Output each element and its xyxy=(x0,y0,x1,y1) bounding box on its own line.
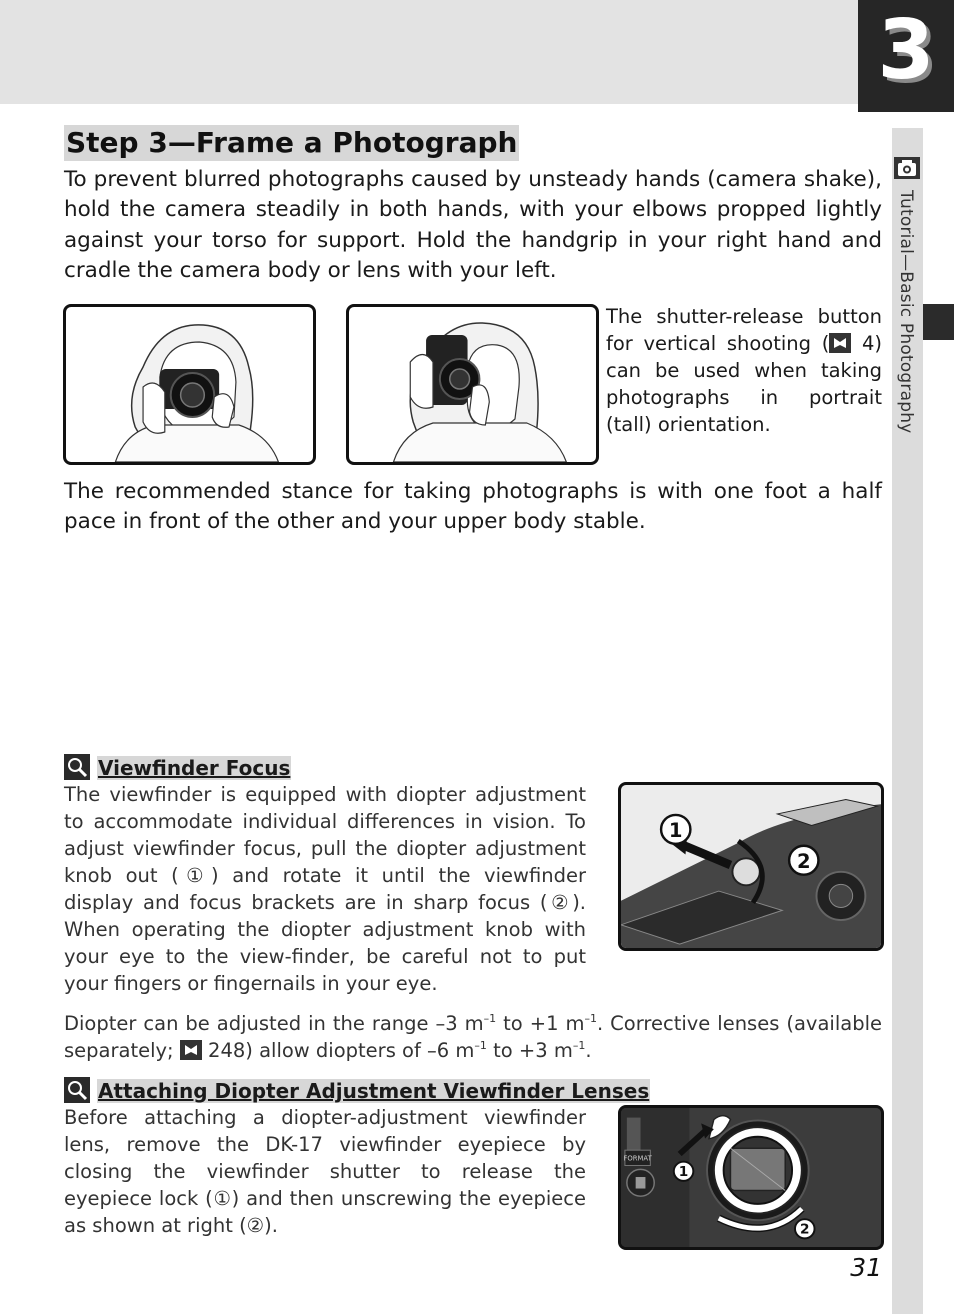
photo-horizontal-grip xyxy=(63,304,316,465)
callout-2: 2 xyxy=(799,1221,810,1238)
exponent: –1 xyxy=(483,1012,497,1025)
vertical-shooting-caption xyxy=(606,303,882,438)
header-band xyxy=(0,0,858,104)
viewfinder-focus-heading xyxy=(64,754,291,781)
eyepiece-illustration xyxy=(618,1105,884,1250)
diopter-text-part: to +1 m xyxy=(496,1012,585,1035)
format-button-label: FORMAT xyxy=(623,1154,652,1163)
diopter-text-part: to +3 m xyxy=(486,1039,573,1062)
exponent: –1 xyxy=(584,1012,597,1025)
diopter-knob-illustration xyxy=(618,782,884,951)
exponent: –1 xyxy=(572,1039,586,1052)
chapter-number: 3 xyxy=(877,3,935,98)
callout-1: 1 xyxy=(668,819,683,843)
camera-icon xyxy=(893,156,921,180)
reference-icon xyxy=(180,1040,202,1060)
chapter-marker xyxy=(923,304,954,340)
caption-text: The shutter-release button for vertical shooting ( xyxy=(606,305,882,355)
diopter-range-text xyxy=(64,1010,882,1064)
attaching-lenses-title: Attaching Diopter Adjustment Viewfinder Lenses xyxy=(97,1079,650,1103)
callout-1: 1 xyxy=(678,1164,689,1181)
caption-page-ref: 4 xyxy=(861,332,875,355)
diopter-text-part: Diopter can be adjusted in the range –3 m xyxy=(64,1012,484,1035)
exponent: –1 xyxy=(474,1039,487,1052)
photo-vertical-grip xyxy=(346,304,599,465)
diopter-page-ref: 248 xyxy=(208,1039,246,1062)
page-number: 31 xyxy=(850,1253,882,1282)
note-icon xyxy=(64,1077,90,1103)
stance-paragraph: The recommended stance for taking photographs is with one foot a half pace in front of the other and your upper body stable. xyxy=(64,479,882,535)
sidebar-label: Tutorial—Basic Photography xyxy=(896,190,916,434)
attaching-lenses-text: Before attaching a diopter-adjustment viewfinder lens, remove the DK-17 viewfinder eyepiece by closing the viewfinder shutter to release the eyepiece lock (①) and then unscrewing the eyepiece as shown at right (②). xyxy=(64,1106,586,1237)
note-icon xyxy=(64,754,90,780)
attaching-lenses-heading xyxy=(64,1077,650,1104)
viewfinder-focus-text: The viewfinder is equipped with diopter adjustment to accommodate individual differences in vision. To adjust viewfinder focus, pull the diopter adjustment knob out (①) and rotate it until the viewfinder display and focus brackets are in sharp focus (②). When operating the diopter adjustment knob with your eye to the view-finder, be careful not to put your fingers or fingernails in your eye. xyxy=(64,783,586,995)
page-title: Step 3—Frame a Photograph xyxy=(66,126,518,159)
chapter-tab xyxy=(858,0,954,112)
diopter-text-part: . Corrective lenses (available separately; xyxy=(64,1012,882,1062)
reference-icon xyxy=(829,333,851,353)
caption-text-end: ) can be used when taking photographs in portrait (tall) orientation. xyxy=(606,332,882,436)
diopter-text-part: . xyxy=(585,1039,592,1062)
viewfinder-focus-title: Viewfinder Focus xyxy=(97,756,291,780)
intro-paragraph: To prevent blurred photographs caused by unsteady hands (camera shake), hold the camera steadily in both hands, with your elbows propped lightly against your torso for support. Hold the handgrip in your right hand and cradle the camera body or lens with your left. xyxy=(64,167,882,283)
diopter-text-part: ) allow diopters of –6 m xyxy=(245,1039,475,1062)
callout-2: 2 xyxy=(796,850,811,873)
